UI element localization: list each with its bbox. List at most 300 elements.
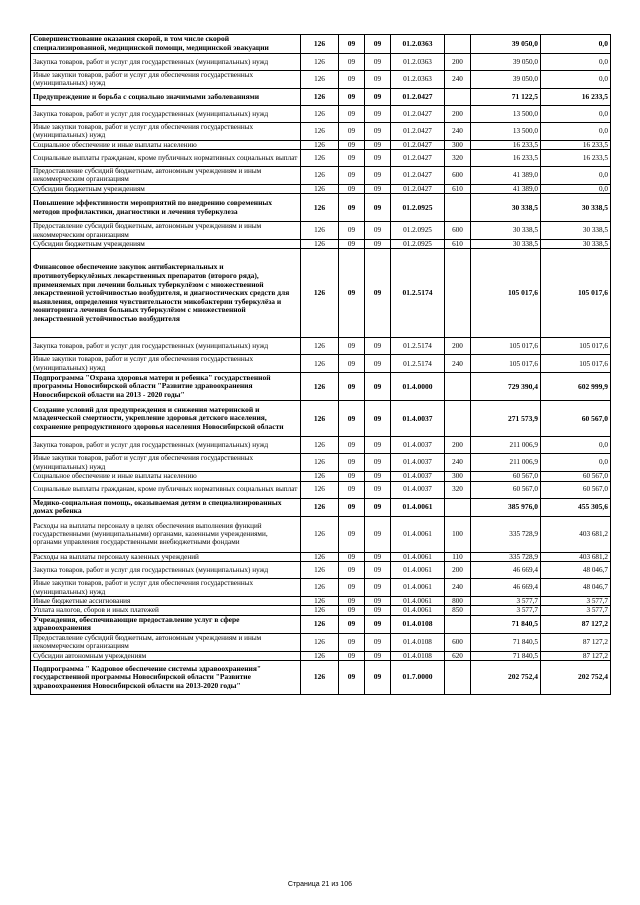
cell-pr: 09 [365, 562, 391, 579]
cell-vr [445, 88, 471, 105]
cell-rz: 09 [339, 552, 365, 561]
table-body [31, 35, 611, 695]
cell-vr: 200 [445, 54, 471, 71]
cell-sum-1: 60 567,0 [471, 481, 541, 498]
cell-ved: 126 [301, 240, 339, 249]
cell-vr: 240 [445, 71, 471, 89]
cell-ved: 126 [301, 472, 339, 481]
cell-pr: 09 [365, 184, 391, 193]
table-row [31, 222, 611, 240]
cell-name: Закупка товаров, работ и услуг для государственных (муниципальных) нужд [31, 54, 301, 71]
cell-csr: 01.2.0427 [391, 140, 445, 149]
cell-rz: 09 [339, 355, 365, 373]
cell-vr: 600 [445, 633, 471, 651]
cell-pr: 09 [365, 150, 391, 167]
cell-sum-2: 60 567,0 [541, 401, 611, 437]
table-row [31, 516, 611, 552]
cell-sum-1: 335 728,9 [471, 552, 541, 561]
cell-csr: 01.2.0363 [391, 35, 445, 54]
table-row [31, 88, 611, 105]
cell-ved: 126 [301, 150, 339, 167]
cell-sum-2: 403 681,2 [541, 552, 611, 561]
cell-ved: 126 [301, 562, 339, 579]
cell-pr: 09 [365, 481, 391, 498]
cell-sum-1: 41 389,0 [471, 167, 541, 185]
cell-rz: 09 [339, 71, 365, 89]
cell-sum-2: 0,0 [541, 71, 611, 89]
cell-csr: 01.4.0061 [391, 516, 445, 552]
cell-name: Подпрограмма "Охрана здоровья матери и ребенка" государственной программы Новосибирской области "Развитие здравоохранения Новосибирской области на 2013 - 2020 годы" [31, 373, 301, 401]
cell-name: Расходы на выплаты персоналу казенных учреждений [31, 552, 301, 561]
cell-sum-2: 30 338,5 [541, 194, 611, 222]
cell-sum-2: 0,0 [541, 184, 611, 193]
cell-pr: 09 [365, 338, 391, 355]
cell-rz: 09 [339, 54, 365, 71]
cell-csr: 01.4.0037 [391, 401, 445, 437]
cell-sum-1: 105 017,6 [471, 249, 541, 338]
cell-pr: 09 [365, 661, 391, 695]
cell-vr: 240 [445, 454, 471, 472]
cell-rz: 09 [339, 615, 365, 633]
cell-name: Иные бюджетные ассигнования [31, 596, 301, 605]
cell-pr: 09 [365, 516, 391, 552]
table-row [31, 454, 611, 472]
cell-name: Социальное обеспечение и иные выплаты населению [31, 472, 301, 481]
cell-sum-2: 105 017,6 [541, 355, 611, 373]
cell-name: Закупка товаров, работ и услуг для государственных (муниципальных) нужд [31, 338, 301, 355]
cell-vr: 240 [445, 355, 471, 373]
cell-name: Субсидии автономным учреждениям [31, 651, 301, 660]
cell-csr: 01.4.0000 [391, 373, 445, 401]
table-row [31, 194, 611, 222]
cell-pr: 09 [365, 105, 391, 122]
cell-sum-1: 729 390,4 [471, 373, 541, 401]
table-row [31, 35, 611, 54]
cell-sum-1: 211 006,9 [471, 437, 541, 454]
cell-rz: 09 [339, 437, 365, 454]
cell-csr: 01.4.0061 [391, 562, 445, 579]
cell-pr: 09 [365, 54, 391, 71]
cell-ved: 126 [301, 338, 339, 355]
cell-sum-1: 30 338,5 [471, 194, 541, 222]
cell-pr: 09 [365, 401, 391, 437]
cell-name: Иные закупки товаров, работ и услуг для обеспечения государственных (муниципальных) нужд [31, 454, 301, 472]
cell-pr: 09 [365, 552, 391, 561]
cell-pr: 09 [365, 88, 391, 105]
table-row [31, 498, 611, 516]
cell-sum-2: 3 577,7 [541, 596, 611, 605]
cell-rz: 09 [339, 579, 365, 597]
table-row [31, 373, 611, 401]
table-row [31, 596, 611, 605]
cell-name: Иные закупки товаров, работ и услуг для обеспечения государственных (муниципальных) нужд [31, 122, 301, 140]
cell-name: Медико-социальная помощь, оказываемая детям в специализированных домах ребенка [31, 498, 301, 516]
cell-csr: 01.2.0363 [391, 71, 445, 89]
cell-rz: 09 [339, 105, 365, 122]
cell-pr: 09 [365, 249, 391, 338]
cell-csr: 01.7.0000 [391, 661, 445, 695]
cell-rz: 09 [339, 651, 365, 660]
cell-sum-1: 105 017,6 [471, 355, 541, 373]
cell-sum-2: 16 233,5 [541, 150, 611, 167]
cell-vr: 320 [445, 150, 471, 167]
cell-csr: 01.4.0061 [391, 579, 445, 597]
cell-name: Закупка товаров, работ и услуг для государственных (муниципальных) нужд [31, 105, 301, 122]
cell-name: Предоставление субсидий бюджетным, автономным учреждениям и иным некоммерческим организациям [31, 633, 301, 651]
cell-pr: 09 [365, 71, 391, 89]
cell-csr: 01.4.0037 [391, 437, 445, 454]
cell-ved: 126 [301, 140, 339, 149]
cell-csr: 01.2.0363 [391, 54, 445, 71]
cell-ved: 126 [301, 615, 339, 633]
cell-csr: 01.2.0925 [391, 240, 445, 249]
cell-name: Повышение эффективности мероприятий по внедрению современных методов профилактики, диагностики и лечения туберкулеза [31, 194, 301, 222]
cell-ved: 126 [301, 579, 339, 597]
cell-sum-1: 39 050,0 [471, 54, 541, 71]
cell-pr: 09 [365, 194, 391, 222]
cell-sum-2: 0,0 [541, 122, 611, 140]
cell-ved: 126 [301, 437, 339, 454]
cell-pr: 09 [365, 606, 391, 615]
cell-csr: 01.4.0108 [391, 633, 445, 651]
cell-sum-2: 105 017,6 [541, 338, 611, 355]
cell-ved: 126 [301, 454, 339, 472]
table-row [31, 355, 611, 373]
cell-pr: 09 [365, 240, 391, 249]
cell-sum-2: 0,0 [541, 454, 611, 472]
table-row [31, 401, 611, 437]
cell-sum-1: 39 050,0 [471, 71, 541, 89]
cell-name: Социальное обеспечение и иные выплаты населению [31, 140, 301, 149]
table-row [31, 437, 611, 454]
cell-ved: 126 [301, 498, 339, 516]
cell-vr: 200 [445, 338, 471, 355]
table-row [31, 240, 611, 249]
cell-name: Иные закупки товаров, работ и услуг для обеспечения государственных (муниципальных) нужд [31, 355, 301, 373]
table-row [31, 54, 611, 71]
cell-ved: 126 [301, 122, 339, 140]
cell-csr: 01.2.0925 [391, 222, 445, 240]
cell-csr: 01.4.0037 [391, 481, 445, 498]
table-row [31, 552, 611, 561]
cell-sum-1: 71 122,5 [471, 88, 541, 105]
cell-sum-2: 60 567,0 [541, 472, 611, 481]
cell-sum-1: 385 976,0 [471, 498, 541, 516]
table-row [31, 661, 611, 695]
cell-sum-1: 71 840,5 [471, 651, 541, 660]
cell-ved: 126 [301, 222, 339, 240]
cell-pr: 09 [365, 472, 391, 481]
cell-vr [445, 401, 471, 437]
table-row [31, 606, 611, 615]
cell-ved: 126 [301, 516, 339, 552]
cell-sum-1: 202 752,4 [471, 661, 541, 695]
cell-vr: 200 [445, 562, 471, 579]
cell-sum-2: 30 338,5 [541, 240, 611, 249]
cell-rz: 09 [339, 562, 365, 579]
cell-ved: 126 [301, 481, 339, 498]
cell-name: Социальные выплаты гражданам, кроме публичных нормативных социальных выплат [31, 150, 301, 167]
cell-sum-1: 3 577,7 [471, 606, 541, 615]
cell-sum-1: 39 050,0 [471, 35, 541, 54]
cell-pr: 09 [365, 167, 391, 185]
cell-sum-2: 455 305,6 [541, 498, 611, 516]
cell-sum-2: 48 046,7 [541, 562, 611, 579]
cell-ved: 126 [301, 88, 339, 105]
cell-name: Иные закупки товаров, работ и услуг для обеспечения государственных (муниципальных) нужд [31, 71, 301, 89]
cell-sum-1: 13 500,0 [471, 105, 541, 122]
cell-vr [445, 615, 471, 633]
cell-ved: 126 [301, 105, 339, 122]
cell-ved: 126 [301, 184, 339, 193]
cell-sum-2: 602 999,9 [541, 373, 611, 401]
cell-ved: 126 [301, 249, 339, 338]
cell-name: Учреждения, обеспечивающие предоставление услуг в сфере здравоохранения [31, 615, 301, 633]
cell-csr: 01.4.0037 [391, 472, 445, 481]
cell-vr: 800 [445, 596, 471, 605]
cell-sum-2: 60 567,0 [541, 481, 611, 498]
table-row [31, 633, 611, 651]
cell-vr: 200 [445, 437, 471, 454]
cell-sum-2: 0,0 [541, 105, 611, 122]
cell-sum-2: 0,0 [541, 35, 611, 54]
cell-name: Финансовое обеспечение закупок антибактериальных и противотуберкулёзных лекарственных препаратов (второго ряда), применяемых при лечении больных туберкулёзом с множественной лекарственной устойчивостью возбудителя, и диагностических средств для выявления, определения чувствительности микобактерии туберкулёза и мониторинга лечения больных туберкулёзом с множественной лекарственной устойчивостью возбудителя [31, 249, 301, 338]
cell-name: Субсидии бюджетным учреждениям [31, 240, 301, 249]
table-row [31, 338, 611, 355]
cell-rz: 09 [339, 516, 365, 552]
cell-vr: 200 [445, 105, 471, 122]
cell-vr: 240 [445, 579, 471, 597]
cell-name: Закупка товаров, работ и услуг для государственных (муниципальных) нужд [31, 437, 301, 454]
cell-name: Создание условий для предупреждения и снижения материнской и младенческой смертности, укрепление здоровья детского населения, сохранение репродуктивного здоровья населения Новосибирской области [31, 401, 301, 437]
cell-vr [445, 194, 471, 222]
cell-csr: 01.4.0061 [391, 606, 445, 615]
cell-ved: 126 [301, 661, 339, 695]
cell-name: Уплата налогов, сборов и иных платежей [31, 606, 301, 615]
cell-sum-1: 60 567,0 [471, 472, 541, 481]
cell-vr: 610 [445, 184, 471, 193]
cell-csr: 01.2.0427 [391, 167, 445, 185]
cell-pr: 09 [365, 615, 391, 633]
cell-sum-2: 16 233,5 [541, 88, 611, 105]
cell-ved: 126 [301, 71, 339, 89]
cell-vr [445, 249, 471, 338]
cell-rz: 09 [339, 472, 365, 481]
cell-rz: 09 [339, 35, 365, 54]
cell-sum-1: 71 840,5 [471, 615, 541, 633]
cell-vr: 300 [445, 140, 471, 149]
cell-name: Предупреждение и борьба с социально значимыми заболеваниями [31, 88, 301, 105]
cell-rz: 09 [339, 596, 365, 605]
cell-csr: 01.2.0925 [391, 194, 445, 222]
cell-pr: 09 [365, 454, 391, 472]
cell-rz: 09 [339, 338, 365, 355]
cell-sum-2: 105 017,6 [541, 249, 611, 338]
cell-sum-2: 0,0 [541, 437, 611, 454]
cell-sum-2: 0,0 [541, 167, 611, 185]
cell-sum-1: 30 338,5 [471, 222, 541, 240]
cell-sum-2: 3 577,7 [541, 606, 611, 615]
cell-ved: 126 [301, 596, 339, 605]
cell-sum-1: 16 233,5 [471, 150, 541, 167]
cell-name: Иные закупки товаров, работ и услуг для обеспечения государственных (муниципальных) нужд [31, 579, 301, 597]
cell-ved: 126 [301, 633, 339, 651]
cell-vr [445, 35, 471, 54]
table-row [31, 481, 611, 498]
cell-ved: 126 [301, 606, 339, 615]
cell-vr [445, 373, 471, 401]
cell-sum-1: 46 669,4 [471, 579, 541, 597]
cell-sum-1: 3 577,7 [471, 596, 541, 605]
cell-pr: 09 [365, 596, 391, 605]
cell-rz: 09 [339, 140, 365, 149]
cell-csr: 01.4.0108 [391, 651, 445, 660]
cell-rz: 09 [339, 194, 365, 222]
cell-csr: 01.2.0427 [391, 105, 445, 122]
cell-pr: 09 [365, 579, 391, 597]
cell-csr: 01.4.0108 [391, 615, 445, 633]
cell-ved: 126 [301, 651, 339, 660]
cell-ved: 126 [301, 355, 339, 373]
budget-table [30, 34, 611, 695]
cell-name: Предоставление субсидий бюджетным, автономным учреждениям и иным некоммерческим организациям [31, 222, 301, 240]
cell-sum-2: 48 046,7 [541, 579, 611, 597]
cell-vr: 240 [445, 122, 471, 140]
cell-csr: 01.4.0061 [391, 596, 445, 605]
cell-sum-2: 87 127,2 [541, 615, 611, 633]
cell-ved: 126 [301, 167, 339, 185]
table-row [31, 140, 611, 149]
cell-vr: 600 [445, 167, 471, 185]
cell-sum-2: 87 127,2 [541, 633, 611, 651]
cell-vr: 110 [445, 552, 471, 561]
cell-ved: 126 [301, 194, 339, 222]
cell-rz: 09 [339, 249, 365, 338]
cell-vr: 600 [445, 222, 471, 240]
cell-rz: 09 [339, 661, 365, 695]
cell-ved: 126 [301, 54, 339, 71]
cell-csr: 01.2.5174 [391, 249, 445, 338]
cell-csr: 01.2.0427 [391, 88, 445, 105]
cell-rz: 09 [339, 184, 365, 193]
table-row [31, 249, 611, 338]
cell-sum-1: 271 573,9 [471, 401, 541, 437]
cell-name: Предоставление субсидий бюджетным, автономным учреждениям и иным некоммерческим организациям [31, 167, 301, 185]
cell-pr: 09 [365, 222, 391, 240]
table-row [31, 184, 611, 193]
cell-rz: 09 [339, 88, 365, 105]
cell-vr [445, 498, 471, 516]
cell-pr: 09 [365, 498, 391, 516]
cell-pr: 09 [365, 373, 391, 401]
cell-vr: 850 [445, 606, 471, 615]
table-row [31, 71, 611, 89]
cell-ved: 126 [301, 401, 339, 437]
cell-sum-1: 30 338,5 [471, 240, 541, 249]
cell-pr: 09 [365, 35, 391, 54]
table-row [31, 562, 611, 579]
cell-sum-1: 46 669,4 [471, 562, 541, 579]
table-row [31, 150, 611, 167]
cell-pr: 09 [365, 355, 391, 373]
cell-ved: 126 [301, 373, 339, 401]
cell-sum-1: 16 233,5 [471, 140, 541, 149]
cell-rz: 09 [339, 222, 365, 240]
cell-sum-2: 87 127,2 [541, 651, 611, 660]
cell-rz: 09 [339, 454, 365, 472]
table-row [31, 122, 611, 140]
cell-name: Закупка товаров, работ и услуг для государственных (муниципальных) нужд [31, 562, 301, 579]
table-row [31, 615, 611, 633]
cell-rz: 09 [339, 633, 365, 651]
cell-vr: 620 [445, 651, 471, 660]
cell-pr: 09 [365, 437, 391, 454]
cell-name: Социальные выплаты гражданам, кроме публичных нормативных социальных выплат [31, 481, 301, 498]
cell-pr: 09 [365, 633, 391, 651]
cell-name: Подпрограмма " Кадровое обеспечение системы здравоохранения" государственной программы Новосибирской области "Развитие здравоохранения Новосибирской области на 2013-2020 годы" [31, 661, 301, 695]
cell-rz: 09 [339, 122, 365, 140]
cell-csr: 01.2.0427 [391, 184, 445, 193]
cell-csr: 01.4.0061 [391, 552, 445, 561]
cell-csr: 01.2.0427 [391, 122, 445, 140]
cell-rz: 09 [339, 240, 365, 249]
cell-pr: 09 [365, 122, 391, 140]
cell-rz: 09 [339, 401, 365, 437]
cell-ved: 126 [301, 35, 339, 54]
cell-sum-1: 211 006,9 [471, 454, 541, 472]
cell-rz: 09 [339, 481, 365, 498]
table-row [31, 105, 611, 122]
cell-vr: 320 [445, 481, 471, 498]
cell-sum-2: 403 681,2 [541, 516, 611, 552]
cell-rz: 09 [339, 150, 365, 167]
cell-sum-1: 13 500,0 [471, 122, 541, 140]
cell-sum-2: 16 233,5 [541, 140, 611, 149]
cell-rz: 09 [339, 498, 365, 516]
cell-vr: 610 [445, 240, 471, 249]
cell-pr: 09 [365, 651, 391, 660]
cell-sum-1: 71 840,5 [471, 633, 541, 651]
cell-sum-2: 202 752,4 [541, 661, 611, 695]
table-row [31, 167, 611, 185]
cell-ved: 126 [301, 552, 339, 561]
cell-vr [445, 661, 471, 695]
cell-sum-1: 335 728,9 [471, 516, 541, 552]
table-row [31, 579, 611, 597]
cell-sum-1: 105 017,6 [471, 338, 541, 355]
cell-sum-2: 30 338,5 [541, 222, 611, 240]
cell-csr: 01.2.5174 [391, 355, 445, 373]
cell-vr: 100 [445, 516, 471, 552]
cell-rz: 09 [339, 373, 365, 401]
cell-name: Совершенствование оказания скорой, в том числе скорой специализированной, медицинской помощи, медицинской эвакуации [31, 35, 301, 54]
cell-sum-1: 41 389,0 [471, 184, 541, 193]
page-footer: Страница 21 из 106 [287, 881, 353, 888]
cell-csr: 01.2.5174 [391, 338, 445, 355]
cell-pr: 09 [365, 140, 391, 149]
cell-vr: 300 [445, 472, 471, 481]
cell-csr: 01.4.0037 [391, 454, 445, 472]
cell-csr: 01.4.0061 [391, 498, 445, 516]
cell-sum-2: 0,0 [541, 54, 611, 71]
cell-name: Расходы на выплаты персоналу в целях обеспечения выполнения функций государственными (муниципальными) органами, казенными учреждениями, органами управления государственными внебюджетными фондами [31, 516, 301, 552]
cell-rz: 09 [339, 167, 365, 185]
cell-rz: 09 [339, 606, 365, 615]
cell-name: Субсидии бюджетным учреждениям [31, 184, 301, 193]
table-row [31, 651, 611, 660]
table-row [31, 472, 611, 481]
cell-csr: 01.2.0427 [391, 150, 445, 167]
